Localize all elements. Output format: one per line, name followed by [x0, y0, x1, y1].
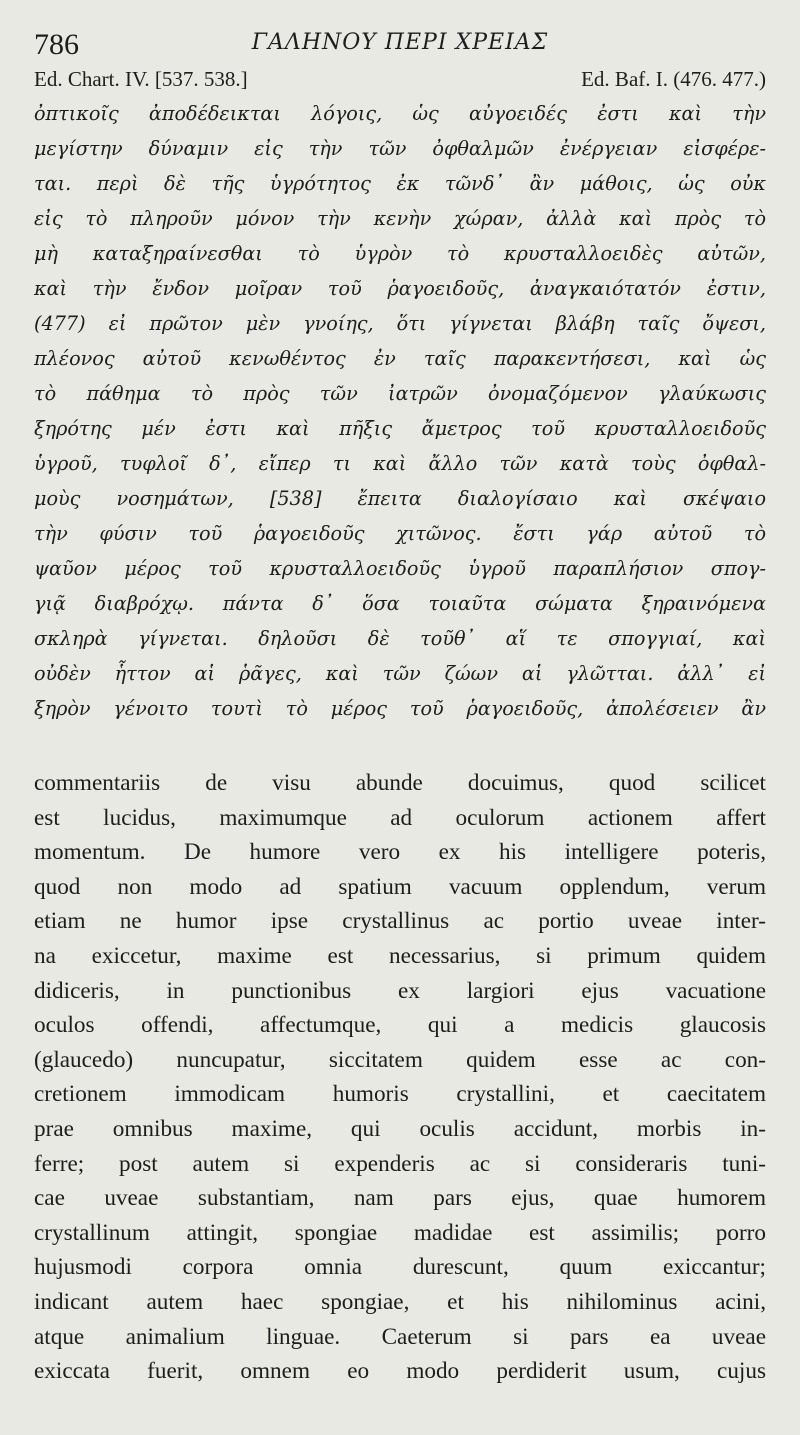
greek-text-line: μεγίστην δύναμιν εἰς τὴν τῶν ὀφθαλμῶν ἐνέργειαν εἰσφέρε- [34, 137, 766, 160]
latin-text-line: prae omnibus maxime, qui oculis accidunt, morbis in- [34, 1115, 766, 1142]
latin-text-line: commentariis de visu abunde docuimus, quod scilicet [34, 770, 766, 796]
section-gap [34, 726, 766, 766]
latin-text-line: didiceris, in punctionibus ex largiori ejus vacuatione [34, 977, 766, 1004]
latin-text-line: exiccata fuerit, omnem eo modo perdiderit usum, cujus [34, 1358, 766, 1385]
greek-text-line: ψαῦον μέρος τοῦ κρυσταλλοειδοῦς ὑγροῦ παραπλήσιον σπογ- [34, 557, 766, 580]
latin-text-line: hujusmodi corpora omnia durescunt, quum exiccantur; [34, 1254, 766, 1281]
greek-text-line: ὀπτικοῖς ἀποδέδεικται λόγοις, ὡς αὐγοειδές ἐστι καὶ τὴν [34, 102, 766, 125]
edition-basel: Ed. Baf. I. (476. 477.) [581, 67, 766, 91]
greek-text-line: οὐδὲν ἧττον αἱ ῥᾶγες, καὶ τῶν ζώων αἱ γλῶτται. ἀλλ᾽ εἰ [34, 662, 766, 685]
latin-text-block [34, 766, 766, 1389]
running-title: ΓΑΛΗΝΟΥ ΠΕΡΙ ΧΡΕΙΑΣ [251, 30, 549, 55]
greek-text-line: καὶ τὴν ἔνδον μοῖραν τοῦ ῥαγοειδοῦς, ἀναγκαιότατόν ἐστιν, [34, 277, 766, 300]
latin-text-line: (glaucedo) nuncupatur, siccitatem quidem esse ac con- [34, 1046, 766, 1073]
greek-text-line: τὴν φύσιν τοῦ ῥαγοειδοῦς χιτῶνος. ἔστι γάρ αὐτοῦ τὸ [34, 522, 766, 545]
greek-text-line: ξηρότης μέν ἐστι καὶ πῆξις ἄμετρος τοῦ κρυσταλλοειδοῦς [34, 417, 766, 440]
greek-text-line: ται. περὶ δὲ τῆς ὑγρότητος ἐκ τῶνδ᾽ ἂν μάθοις, ὡς οὐκ [34, 172, 766, 195]
greek-text-line: σκληρὰ γίγνεται. δηλοῦσι δὲ τοῦθ᾽ αἵ τε σπογγιαί, καὶ [34, 627, 766, 650]
latin-text-line: est lucidus, maximumque ad oculorum actionem affert [34, 804, 766, 831]
latin-text-line: etiam ne humor ipse crystallinus ac portio uveae inter- [34, 908, 766, 935]
latin-text-line: na exiccetur, maxime est necessarius, si primum quidem [34, 942, 766, 969]
greek-text-line: ξηρὸν γένοιτο τουτὶ τὸ μέρος τοῦ ῥαγοειδοῦς, ἀπολέσειεν ἂν [34, 697, 766, 720]
greek-text-line: εἰς τὸ πληροῦν μόνον τὴν κενὴν χώραν, ἀλλὰ καὶ πρὸς τὸ [34, 207, 766, 230]
greek-text-line: γιᾷ διαβρόχῳ. πάντα δ᾽ ὅσα τοιαῦτα σώματα ξηραινόμενα [34, 592, 766, 615]
greek-text-line: ὑγροῦ, τυφλοῖ δ᾽, εἴπερ τι καὶ ἄλλο τῶν κατὰ τοὺς ὀφθαλ- [34, 452, 766, 475]
latin-text-line: atque animalium linguae. Caeterum si pars ea uveae [34, 1323, 766, 1350]
latin-text-line: cae uveae substantiam, nam pars ejus, quae humorem [34, 1185, 766, 1212]
latin-text-line: cretionem immodicam humoris crystallini, et caecitatem [34, 1081, 766, 1108]
greek-text-line: (477) εἰ πρῶτον μὲν γνοίης, ὅτι γίγνεται βλάβη ταῖς ὄψεσι, [34, 312, 766, 335]
edition-chartier: Ed. Chart. IV. [537. 538.] [34, 67, 248, 91]
latin-text-line: oculos offendi, affectumque, qui a medicis glaucosis [34, 1012, 766, 1039]
page-header [34, 28, 766, 66]
page-number: 786 [34, 28, 79, 61]
greek-text-line: πλέονος αὐτοῦ κενωθέντος ἐν ταῖς παρακεντήσεσι, καὶ ὡς [34, 347, 766, 370]
latin-text-line: crystallinum attingit, spongiae madidae est assimilis; porro [34, 1219, 766, 1246]
latin-text-line: indicant autem haec spongiae, et his nihilominus acini, [34, 1288, 766, 1315]
latin-text-line: quod non modo ad spatium vacuum opplendum, verum [34, 873, 766, 900]
greek-text-line: τὸ πάθημα τὸ πρὸς τῶν ἰατρῶν ὀνομαζόμενον γλαύκωσις [34, 382, 766, 405]
latin-text-line: ferre; post autem si expenderis ac si consideraris tuni- [34, 1150, 766, 1177]
edition-references [34, 66, 766, 92]
greek-text-line: μὴ καταξηραίνεσθαι τὸ ὑγρὸν τὸ κρυσταλλοειδὲς αὐτῶν, [34, 242, 766, 265]
greek-text-line: μοὺς νοσημάτων, [538] ἔπειτα διαλογίσαιο καὶ σκέψαιο [34, 487, 766, 510]
latin-text-line: momentum. De humore vero ex his intelligere poteris, [34, 839, 766, 866]
greek-text-block [34, 96, 766, 726]
